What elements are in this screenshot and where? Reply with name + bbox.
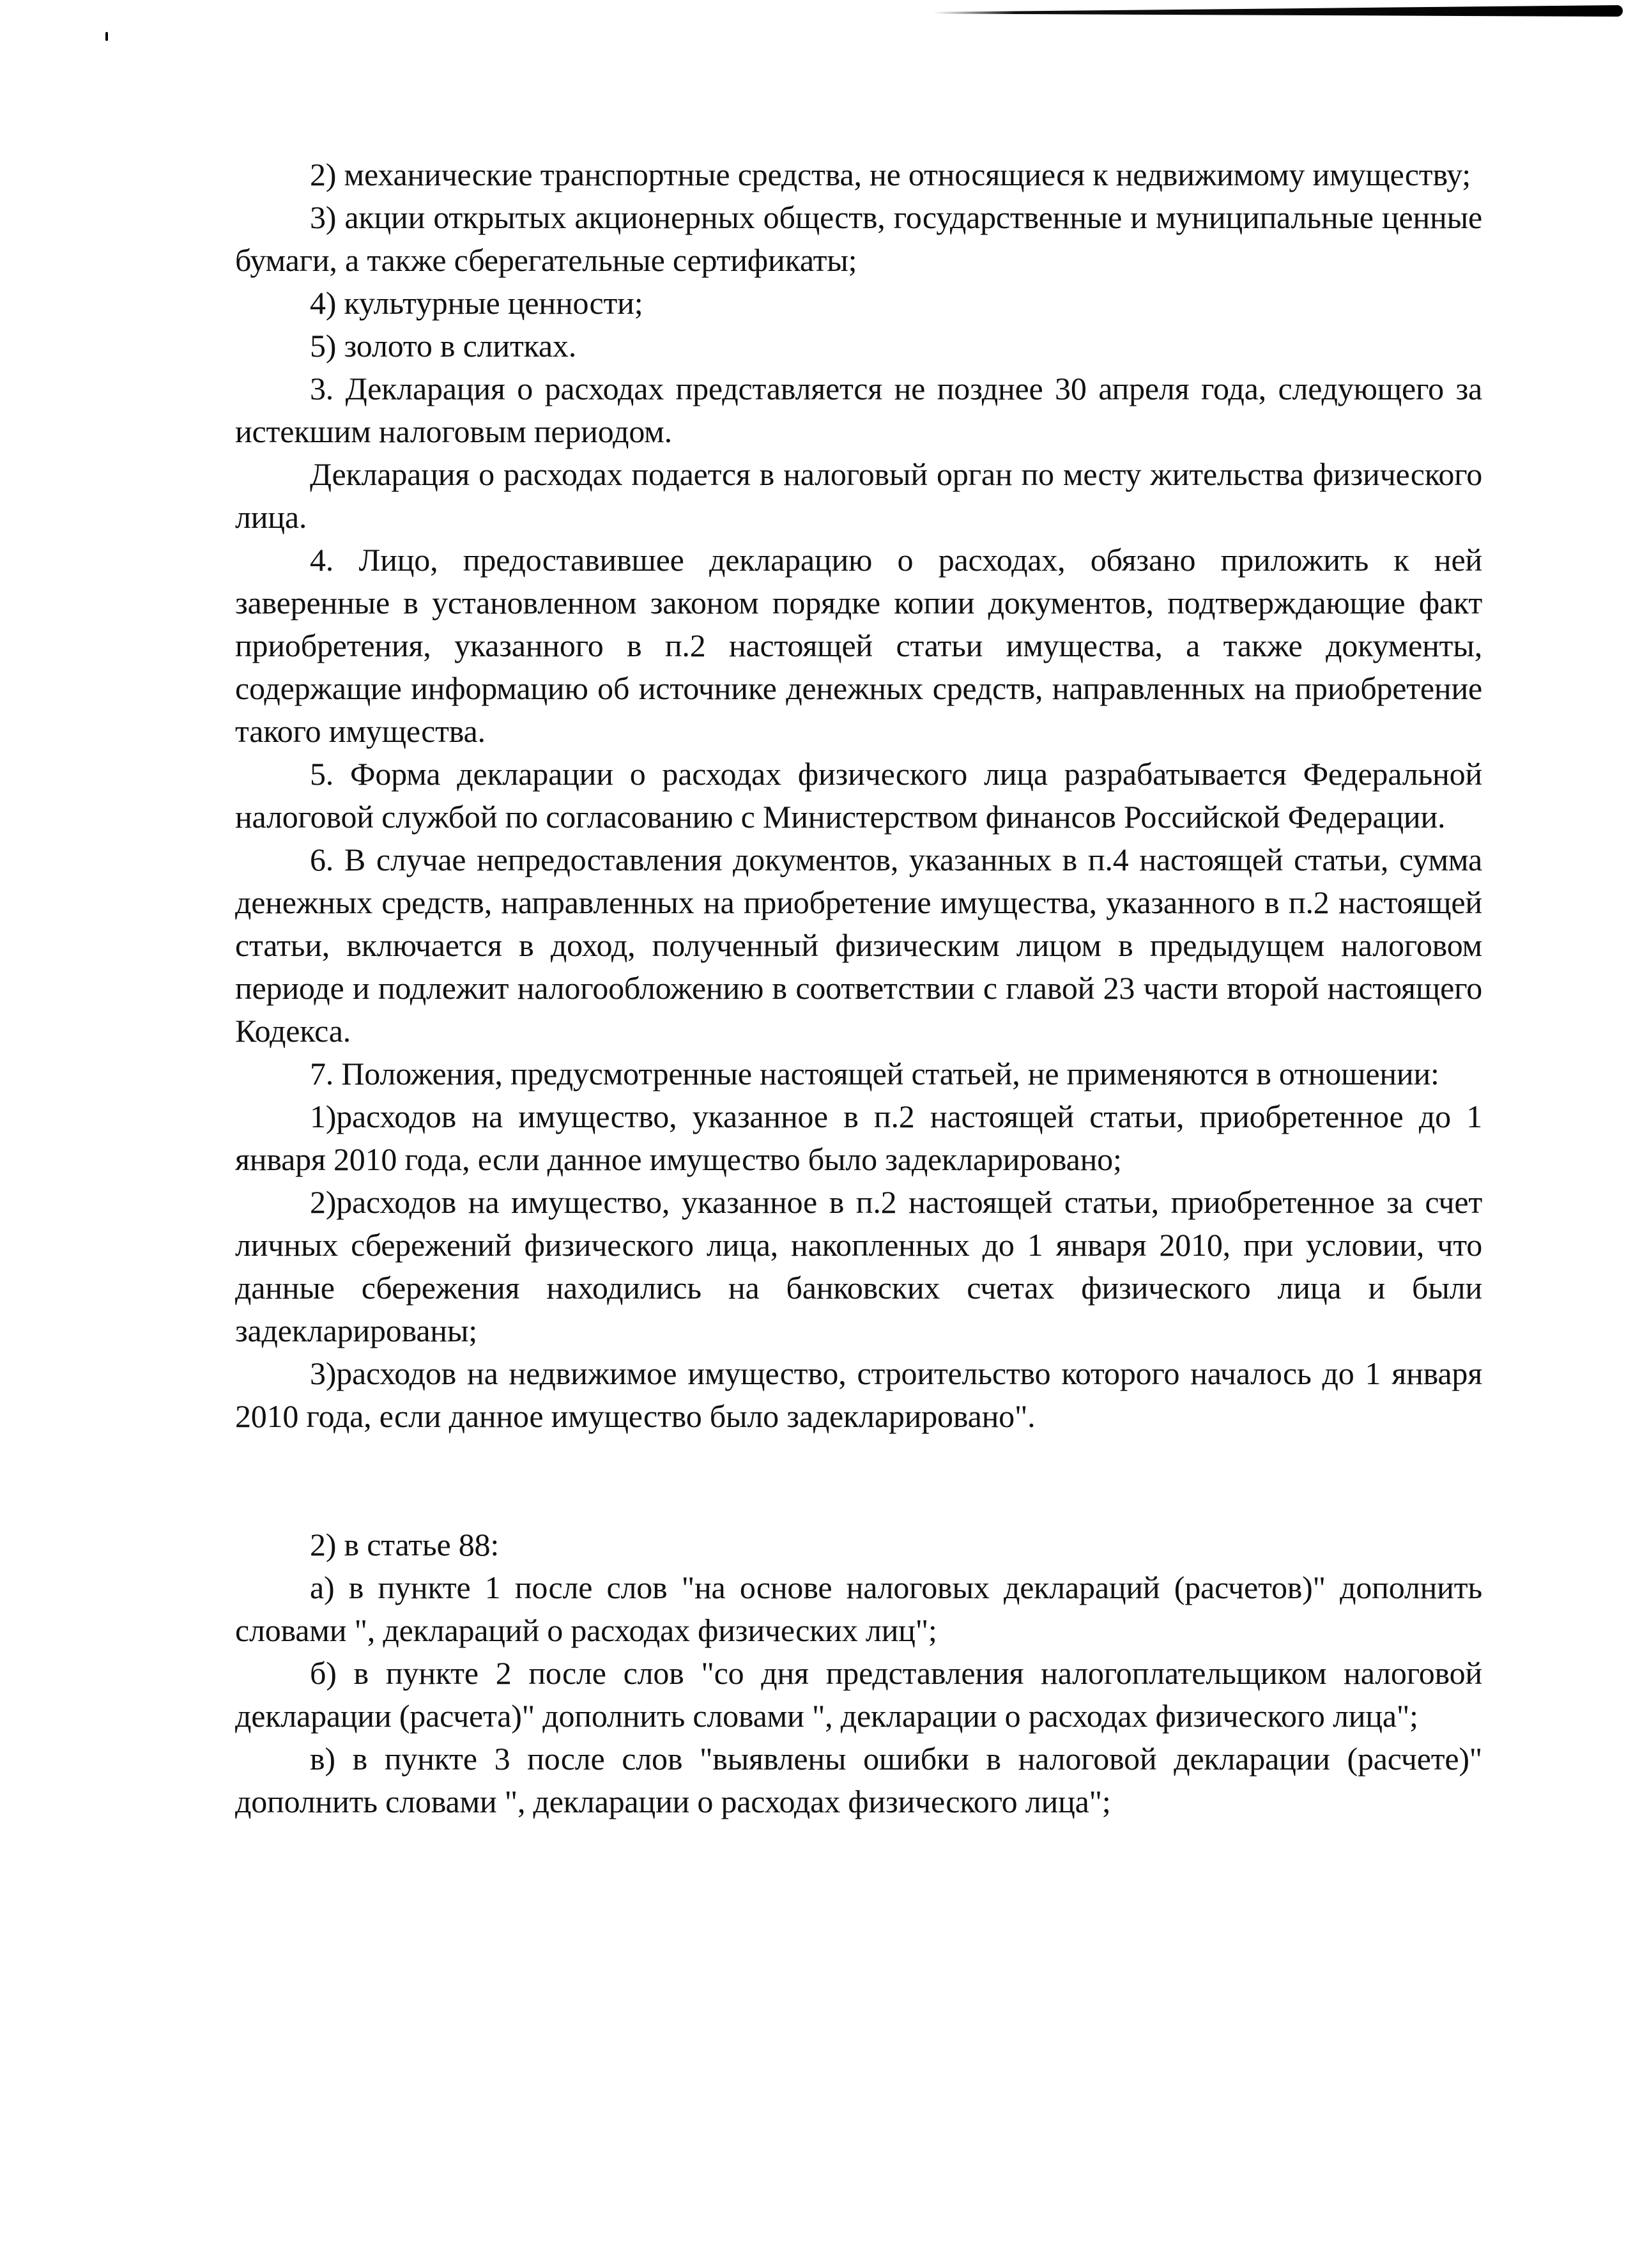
section-gap (235, 1438, 1482, 1524)
scan-artifact-bar (933, 5, 1623, 17)
article-88-amendments-block (235, 1524, 1482, 1823)
paragraph-item-3-securities: 3) акции открытых акционерных обществ, государственные и муниципальные ценные бумаги, а также сберегательные сертификаты; (235, 199, 1482, 278)
paragraph-amendment-a: а) в пункте 1 после слов "на основе налоговых деклараций (расчетов)" дополнить словами ", деклараций о расходах физических лиц"; (235, 1570, 1482, 1648)
paragraph-exception-1: 1)расходов на имущество, указанное в п.2 настоящей статьи, приобретенное до 1 января 2010 года, если данное имущество было задекларировано; (235, 1099, 1482, 1177)
paragraph-item-5-gold: 5) золото в слитках. (310, 328, 577, 364)
paragraph-amendment-v: в) в пункте 3 после слов "выявлены ошибки в налоговой декларации (расчете)" дополнить словами ", декларации о расходах физического лица"; (235, 1741, 1482, 1819)
paragraph-item-2-vehicles: 2) механические транспортные средства, не относящиеся к недвижимому имуществу; (310, 157, 1471, 192)
paragraph-amendment-b: б) в пункте 2 после слов "со дня представления налогоплательщиком налоговой декларации (расчета)" дополнить словами ", декларации о расходах физического лица"; (235, 1655, 1482, 1734)
paragraph-clause-5-form: 5. Форма декларации о расходах физического лица разрабатывается Федеральной налоговой службой по согласованию с Министерством финансов Российской Федерации. (235, 756, 1482, 835)
paragraph-exception-3: 3)расходов на недвижимое имущество, строительство которого началось до 1 января 2010 года, если данное имущество было задекларировано". (235, 1355, 1482, 1434)
document-page (235, 153, 1482, 1823)
paragraph-exception-2: 2)расходов на имущество, указанное в п.2 настоящей статьи, приобретенное за счет личных сбережений физического лица, накопленных до 1 января 2010, при условии, что данные сбережения находились на банковских счетах физического лица и были задекларированы; (235, 1184, 1482, 1348)
paragraph-article-88-heading: 2) в статье 88: (310, 1527, 500, 1562)
paragraph-clause-7-exceptions: 7. Положения, предусмотренные настоящей статьей, не применяются в отношении: (310, 1056, 1439, 1092)
paragraph-clause-6-non-submission: 6. В случае непредоставления документов, указанных в п.4 настоящей статьи, сумма денежных средств, направленных на приобретение имущества, указанного в п.2 настоящей статьи, включается в доход, полученный физическим лицом в предыдущем налоговом периоде и подлежит налогообложению в соответствии с главой 23 части второй настоящего Кодекса. (235, 842, 1482, 1049)
article-text-block (235, 153, 1482, 1438)
scan-artifact-dot (105, 32, 108, 41)
paragraph-clause-4-documents: 4. Лицо, предоставившее декларацию о расходах, обязано приложить к ней заверенные в установленном законом порядке копии документов, подтверждающие факт приобретения, указанного в п.2 настоящей статьи имущества, а также документы, содержащие информацию об источнике денежных средств, направленных на приобретение такого имущества. (235, 542, 1482, 749)
paragraph-item-4-cultural-values: 4) культурные ценности; (310, 285, 643, 321)
paragraph-clause-3-submission: Декларация о расходах подается в налоговый орган по месту жительства физического лица. (235, 456, 1482, 535)
paragraph-clause-3-deadline: 3. Декларация о расходах представляется не позднее 30 апреля года, следующего за истекшим налоговым периодом. (235, 371, 1482, 449)
